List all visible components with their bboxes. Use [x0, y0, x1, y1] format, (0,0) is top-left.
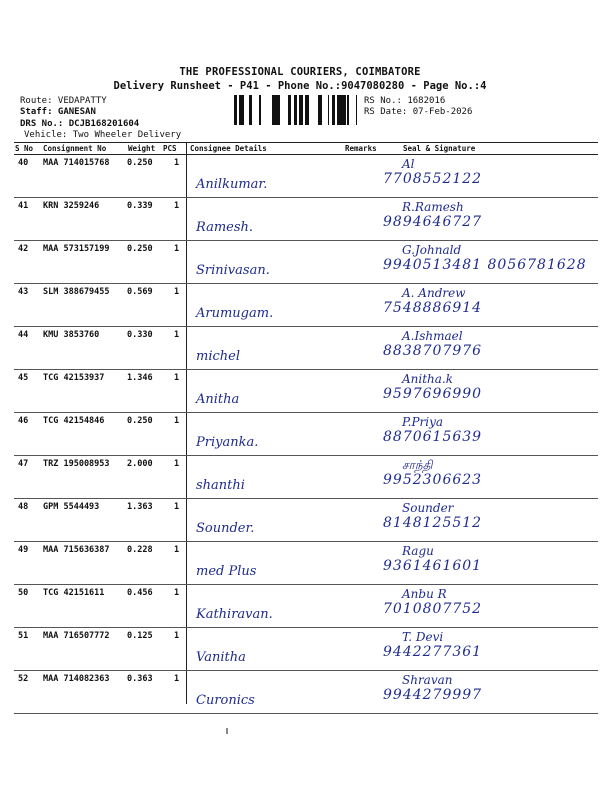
barcode-bar	[308, 95, 309, 125]
row-sno: 44	[18, 330, 29, 340]
row-sno: 51	[18, 631, 29, 641]
col-weight: Weight	[128, 144, 156, 153]
col-sno: S No	[15, 144, 34, 153]
row-sno: 46	[18, 416, 29, 426]
barcode-bar	[343, 95, 344, 125]
row-phone: 9894646727	[383, 214, 483, 230]
table-row	[14, 198, 598, 241]
table-row	[14, 671, 598, 714]
row-weight: 0.250	[127, 416, 153, 426]
table-row	[14, 327, 598, 370]
table-row	[14, 456, 598, 499]
row-pcs: 1	[174, 631, 180, 641]
row-consignment-no: GPM 5544493	[43, 502, 100, 512]
row-weight: 0.250	[127, 158, 153, 168]
row-weight: 0.363	[127, 674, 153, 684]
row-phone: 9361461601	[383, 558, 483, 574]
row-consignment-no: KRN 3259246	[43, 201, 100, 211]
row-weight: 2.000	[127, 459, 153, 469]
row-sno: 49	[18, 545, 29, 555]
row-phone: 7708552122	[383, 171, 483, 187]
row-sno: 42	[18, 244, 29, 254]
barcode-bar	[275, 95, 278, 125]
barcode-bar	[299, 95, 300, 125]
row-weight: 0.456	[127, 588, 153, 598]
rs-date: RS Date: 07-Feb-2026	[364, 107, 473, 117]
row-consignment-no: MAA 716507772	[43, 631, 110, 641]
row-pcs: 1	[174, 158, 180, 168]
row-sno: 43	[18, 287, 29, 297]
row-phone: 9442277361	[383, 644, 483, 660]
row-consignment-no: TCG 42153937	[43, 373, 105, 383]
row-signature: Ragu	[402, 544, 434, 558]
table-row	[14, 155, 598, 198]
barcode-bar	[272, 95, 275, 125]
barcode-bar	[318, 95, 319, 125]
row-consignee-name: Kathiravan.	[196, 607, 273, 622]
row-signature: A.Ishmael	[402, 329, 463, 343]
row-pcs: 1	[174, 502, 180, 512]
barcode-bar	[341, 95, 342, 125]
rs-number: RS No.: 1682016	[364, 96, 446, 106]
col-remarks: Remarks	[345, 144, 377, 153]
row-pcs: 1	[174, 287, 180, 297]
row-weight: 0.125	[127, 631, 153, 641]
barcode-bar	[356, 95, 357, 125]
barcode-bar	[319, 95, 322, 125]
table-row	[14, 499, 598, 542]
row-consignment-no: TCG 42154846	[43, 416, 105, 426]
barcode-bar	[340, 95, 341, 125]
row-sno: 40	[18, 158, 29, 168]
row-weight: 0.569	[127, 287, 153, 297]
row-weight: 1.346	[127, 373, 153, 383]
row-pcs: 1	[174, 459, 180, 469]
row-sno: 50	[18, 588, 29, 598]
row-weight: 0.250	[127, 244, 153, 254]
row-phone: 8148125512	[383, 515, 483, 531]
row-pcs: 1	[174, 588, 180, 598]
row-consignee-name: Priyanka.	[196, 435, 259, 450]
table-row	[14, 241, 598, 284]
table-row	[14, 413, 598, 456]
row-weight: 0.339	[127, 201, 153, 211]
row-sno: 48	[18, 502, 29, 512]
table-row	[14, 284, 598, 327]
row-consignment-no: KMU 3853760	[43, 330, 100, 340]
barcode-bar	[300, 95, 303, 125]
row-signature: சாந்தி	[402, 458, 433, 472]
scan-mark	[226, 728, 228, 734]
barcode-bar	[234, 95, 237, 125]
route-label: Route: VEDAPATTY	[20, 96, 107, 106]
row-signature: P.Priya	[402, 415, 444, 429]
row-weight: 0.228	[127, 545, 153, 555]
barcode-bar	[328, 95, 329, 125]
row-consignee-name: Arumugam.	[196, 306, 274, 321]
row-signature: A. Andrew	[402, 286, 466, 300]
col-seal-signature: Seal & Signature	[403, 144, 476, 153]
barcode-image	[232, 95, 360, 125]
table-top-border	[14, 142, 598, 143]
row-consignee-name: Vanitha	[196, 650, 246, 665]
row-signature: Anbu R	[402, 587, 447, 601]
col-pcs: PCS	[163, 144, 177, 153]
row-pcs: 1	[174, 416, 180, 426]
row-sno: 52	[18, 674, 29, 684]
runsheet-subtitle: Delivery Runsheet - P41 - Phone No.:9047080280 - Page No.:4	[113, 80, 487, 92]
row-sno: 47	[18, 459, 29, 469]
row-phone: 8838707976	[383, 343, 483, 359]
row-consignment-no: SLM 388679455	[43, 287, 110, 297]
row-phone: 7548886914	[383, 300, 483, 316]
staff-label: Staff: GANESAN	[20, 107, 96, 117]
row-consignee-name: Curonics	[196, 693, 255, 708]
table-row	[14, 542, 598, 585]
row-signature: Shravan	[402, 673, 453, 687]
barcode-bar	[332, 95, 334, 125]
row-pcs: 1	[174, 201, 180, 211]
barcode-bar	[249, 95, 252, 125]
barcode-bar	[305, 95, 308, 125]
row-consignee-name: Anilkumar.	[196, 177, 268, 192]
row-signature: Sounder	[402, 501, 454, 515]
barcode-bar	[347, 95, 349, 125]
row-pcs: 1	[174, 674, 180, 684]
row-consignee-name: Ramesh.	[196, 220, 254, 235]
barcode-bar	[294, 95, 297, 125]
barcode-bar	[241, 95, 243, 125]
barcode-bar	[243, 95, 244, 125]
row-consignment-no: TRZ 195008953	[43, 459, 110, 469]
barcode-bar	[259, 95, 261, 125]
row-pcs: 1	[174, 545, 180, 555]
col-consignment: Consignment No	[43, 144, 107, 153]
barcode-bar	[288, 95, 289, 125]
drs-number: DRS No.: DCJB168201604	[20, 119, 140, 129]
table-row	[14, 370, 598, 413]
row-signature: Al	[402, 157, 415, 171]
row-signature: Anitha.k	[402, 372, 454, 386]
barcode-bar	[337, 95, 340, 125]
row-sno: 45	[18, 373, 29, 383]
row-consignment-no: TCG 42151611	[43, 588, 105, 598]
row-pcs: 1	[174, 330, 180, 340]
row-phone: 8870615639	[383, 429, 483, 445]
barcode-bar	[278, 95, 280, 125]
row-consignment-no: MAA 714082363	[43, 674, 110, 684]
barcode-bar	[239, 95, 241, 125]
row-signature: R.Ramesh	[402, 200, 464, 214]
row-consignment-no: MAA 714015768	[43, 158, 110, 168]
col-consignee: Consignee Details	[190, 144, 267, 153]
barcode-bar	[342, 95, 343, 125]
row-phone: 9944279997	[383, 687, 483, 703]
barcode-bar	[289, 95, 291, 125]
row-phone: 7010807752	[383, 601, 483, 617]
barcode-bar	[334, 95, 335, 125]
row-consignee-name: shanthi	[196, 478, 245, 493]
vehicle-label: Vehicle: Two Wheeler Delivery	[24, 130, 182, 140]
row-consignee-name: med Plus	[196, 564, 257, 579]
table-row	[14, 628, 598, 671]
row-weight: 1.363	[127, 502, 153, 512]
row-phone: 9597696990	[383, 386, 483, 402]
row-phone: 9952306623	[383, 472, 483, 488]
row-pcs: 1	[174, 244, 180, 254]
row-phone: 9940513481 8056781628	[383, 257, 587, 273]
row-consignee-name: Sounder.	[196, 521, 255, 536]
row-consignment-no: MAA 573157199	[43, 244, 110, 254]
row-consignee-name: michel	[196, 349, 240, 364]
row-signature: T. Devi	[402, 630, 444, 644]
table-row	[14, 585, 598, 628]
row-signature: G.Johnald	[402, 243, 462, 257]
row-weight: 0.330	[127, 330, 153, 340]
row-consignee-name: Anitha	[196, 392, 240, 407]
row-pcs: 1	[174, 373, 180, 383]
row-sno: 41	[18, 201, 29, 211]
row-consignee-name: Srinivasan.	[196, 263, 270, 278]
barcode-bar	[344, 95, 346, 125]
company-title: THE PROFESSIONAL COURIERS, COIMBATORE	[179, 66, 421, 78]
row-consignment-no: MAA 715636387	[43, 545, 110, 555]
